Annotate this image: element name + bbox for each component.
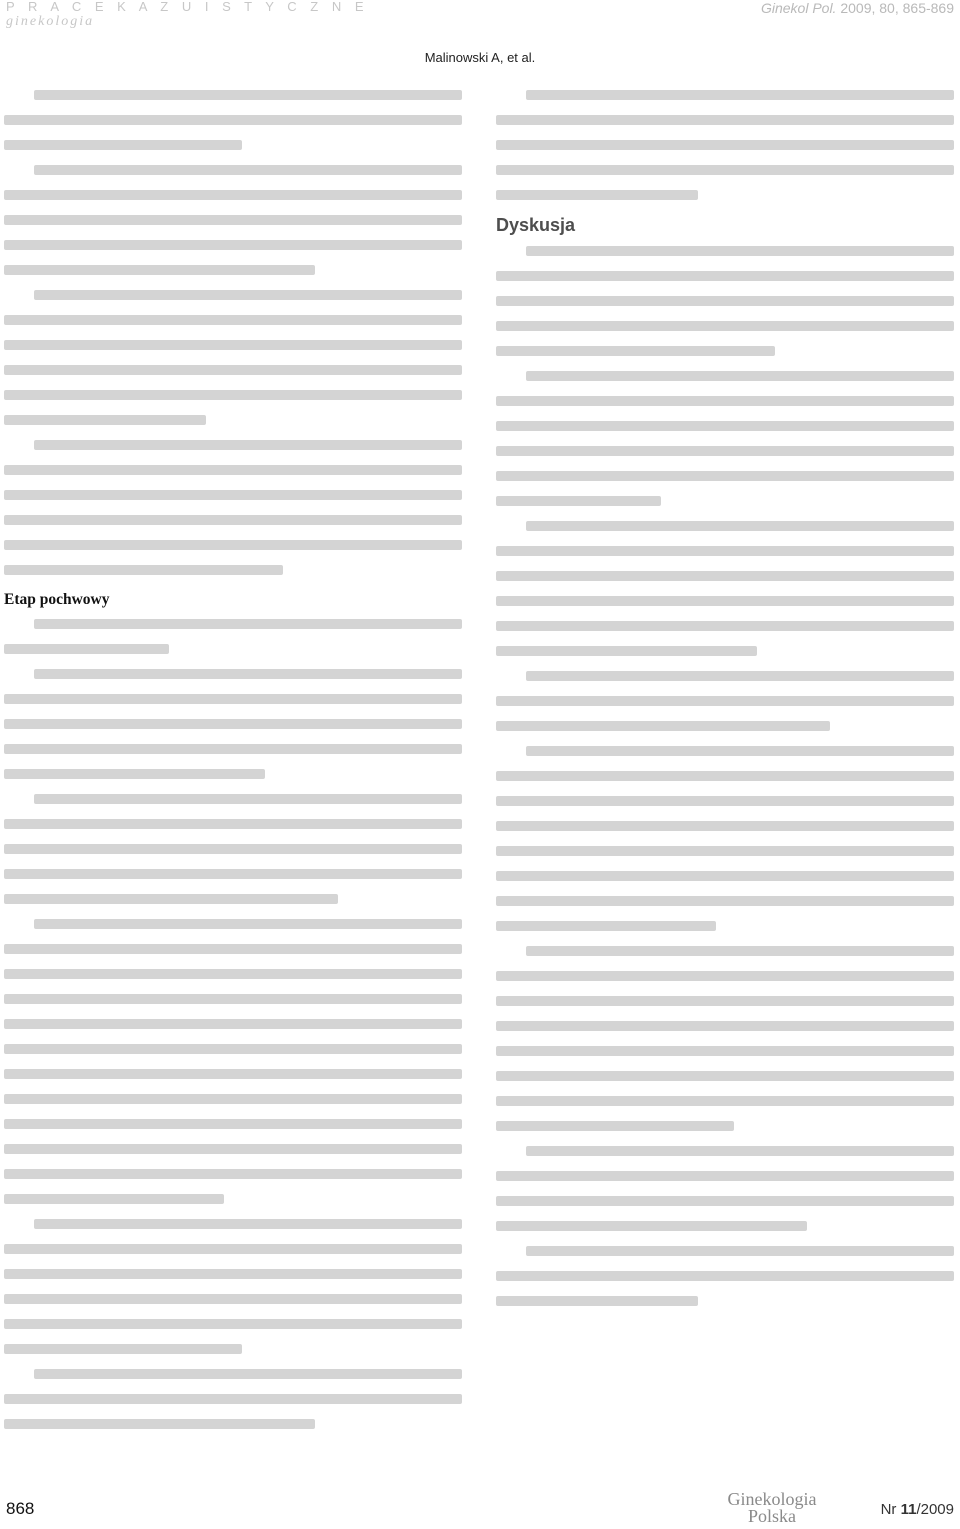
prose-line (4, 115, 462, 125)
prose-line (496, 396, 954, 406)
prose-line (4, 1269, 462, 1279)
prose-line (496, 271, 954, 281)
prose-line (496, 471, 954, 481)
prose-line (4, 1019, 462, 1029)
prose-line (496, 165, 954, 175)
prose-line (4, 744, 462, 754)
prose-line (496, 971, 954, 981)
prose-line (496, 646, 757, 656)
prose-line (4, 190, 462, 200)
prose-block (496, 946, 954, 1131)
prose-line (4, 215, 462, 225)
prose-line (526, 1146, 954, 1156)
prose-block (496, 1146, 954, 1231)
prose-line (4, 1044, 462, 1054)
prose-line (496, 1071, 954, 1081)
prose-line (34, 90, 462, 100)
prose-block (496, 746, 954, 931)
prose-line (496, 1296, 698, 1306)
prose-line (496, 796, 954, 806)
prose-line (4, 465, 462, 475)
prose-line (526, 246, 954, 256)
prose-line (496, 446, 954, 456)
prose-line (4, 1194, 224, 1204)
prose-line (496, 1046, 954, 1056)
citation-details: 2009, 80, 865-869 (836, 0, 954, 16)
prose-line (34, 919, 462, 929)
prose-line (4, 240, 462, 250)
left-column (4, 90, 462, 1444)
prose-line (4, 1094, 462, 1104)
prose-line (4, 540, 462, 550)
journal-block (6, 0, 369, 30)
prose-line (4, 1394, 462, 1404)
prose-line (34, 1219, 462, 1229)
prose-line (496, 190, 698, 200)
prose-line (4, 1144, 462, 1154)
prose-line (496, 1121, 734, 1131)
prose-line (526, 90, 954, 100)
prose-line (4, 694, 462, 704)
prose-line (496, 996, 954, 1006)
issue-year: /2009 (916, 1501, 954, 1518)
prose-line (4, 869, 462, 879)
prose-line (526, 371, 954, 381)
prose-line (4, 719, 462, 729)
issue-number-value: 11 (900, 1501, 917, 1518)
prose-line (496, 846, 954, 856)
prose-line (4, 844, 462, 854)
prose-line (4, 1419, 315, 1429)
prose-line (4, 994, 462, 1004)
prose-line (4, 1294, 462, 1304)
authors: Malinowski A, et al. (424, 50, 536, 65)
heading-vaginal-stage: Etap pochwowy (4, 591, 110, 608)
prose-line (4, 819, 462, 829)
section-series: P R A C E K A Z U I S T Y C Z N E (6, 0, 369, 14)
prose-line (4, 1319, 462, 1329)
heading-discussion: Dyskusja (496, 215, 576, 235)
prose-line (496, 596, 954, 606)
prose-line (4, 944, 462, 954)
prose-block (496, 90, 954, 200)
prose-block (4, 794, 462, 904)
right-column (496, 90, 954, 1321)
citation (761, 0, 954, 16)
prose-line (34, 165, 462, 175)
prose-block (4, 165, 462, 275)
prose-line (526, 946, 954, 956)
prose-block (4, 669, 462, 779)
prose-line (34, 440, 462, 450)
prose-line (4, 1069, 462, 1079)
prose-line (4, 969, 462, 979)
prose-line (34, 619, 462, 629)
prose-line (496, 421, 954, 431)
prose-line (496, 115, 954, 125)
prose-block (496, 371, 954, 506)
prose-line (496, 1196, 954, 1206)
prose-line (496, 1271, 954, 1281)
prose-line (4, 340, 462, 350)
prose-line (4, 365, 462, 375)
prose-line (526, 746, 954, 756)
prose-line (34, 794, 462, 804)
prose-block (4, 1219, 462, 1354)
prose-line (496, 1221, 807, 1231)
prose-block (496, 1246, 954, 1306)
prose-line (496, 346, 775, 356)
prose-line (496, 821, 954, 831)
prose-line (496, 321, 954, 331)
logo-line1: Ginekologia (727, 1489, 817, 1509)
prose-line (526, 671, 954, 681)
prose-block (4, 919, 462, 1204)
prose-line (4, 644, 169, 654)
prose-line (4, 265, 315, 275)
prose-block (4, 1369, 462, 1429)
prose-line (496, 546, 954, 556)
prose-line (496, 571, 954, 581)
issue-number (881, 1501, 954, 1518)
prose-line (4, 390, 462, 400)
prose-line (34, 669, 462, 679)
prose-block (4, 440, 462, 575)
prose-line (526, 521, 954, 531)
issue-prefix: Nr (880, 1501, 901, 1518)
prose-block (496, 246, 954, 356)
logo-line2: Polska (747, 1506, 796, 1526)
prose-line (496, 1096, 954, 1106)
prose-line (496, 871, 954, 881)
prose-line (34, 290, 462, 300)
prose-line (496, 921, 716, 931)
prose-line (496, 721, 830, 731)
prose-block (496, 671, 954, 731)
prose-line (4, 1119, 462, 1129)
prose-line (34, 1369, 462, 1379)
prose-line (496, 296, 954, 306)
prose-line (496, 696, 954, 706)
citation-journal: Ginekol Pol. (760, 0, 837, 16)
prose-line (496, 771, 954, 781)
prose-line (496, 621, 954, 631)
prose-line (4, 769, 265, 779)
prose-line (4, 1244, 462, 1254)
prose-line (496, 1171, 954, 1181)
prose-line (4, 1344, 242, 1354)
prose-block (496, 521, 954, 656)
prose-line (4, 894, 338, 904)
page-number: 868 (6, 1499, 35, 1518)
journal-logo (712, 1490, 832, 1525)
prose-line (4, 490, 462, 500)
prose-line (4, 565, 283, 575)
prose-line (526, 1246, 954, 1256)
prose-block (4, 290, 462, 425)
prose-line (496, 1021, 954, 1031)
prose-block (4, 619, 462, 654)
prose-line (496, 140, 954, 150)
prose-line (496, 496, 661, 506)
prose-line (4, 315, 462, 325)
prose-line (496, 896, 954, 906)
prose-block (4, 90, 462, 150)
prose-line (4, 1169, 462, 1179)
prose-line (4, 415, 206, 425)
prose-line (4, 140, 242, 150)
prose-line (4, 515, 462, 525)
journal-brand: ginekologia (6, 14, 95, 29)
